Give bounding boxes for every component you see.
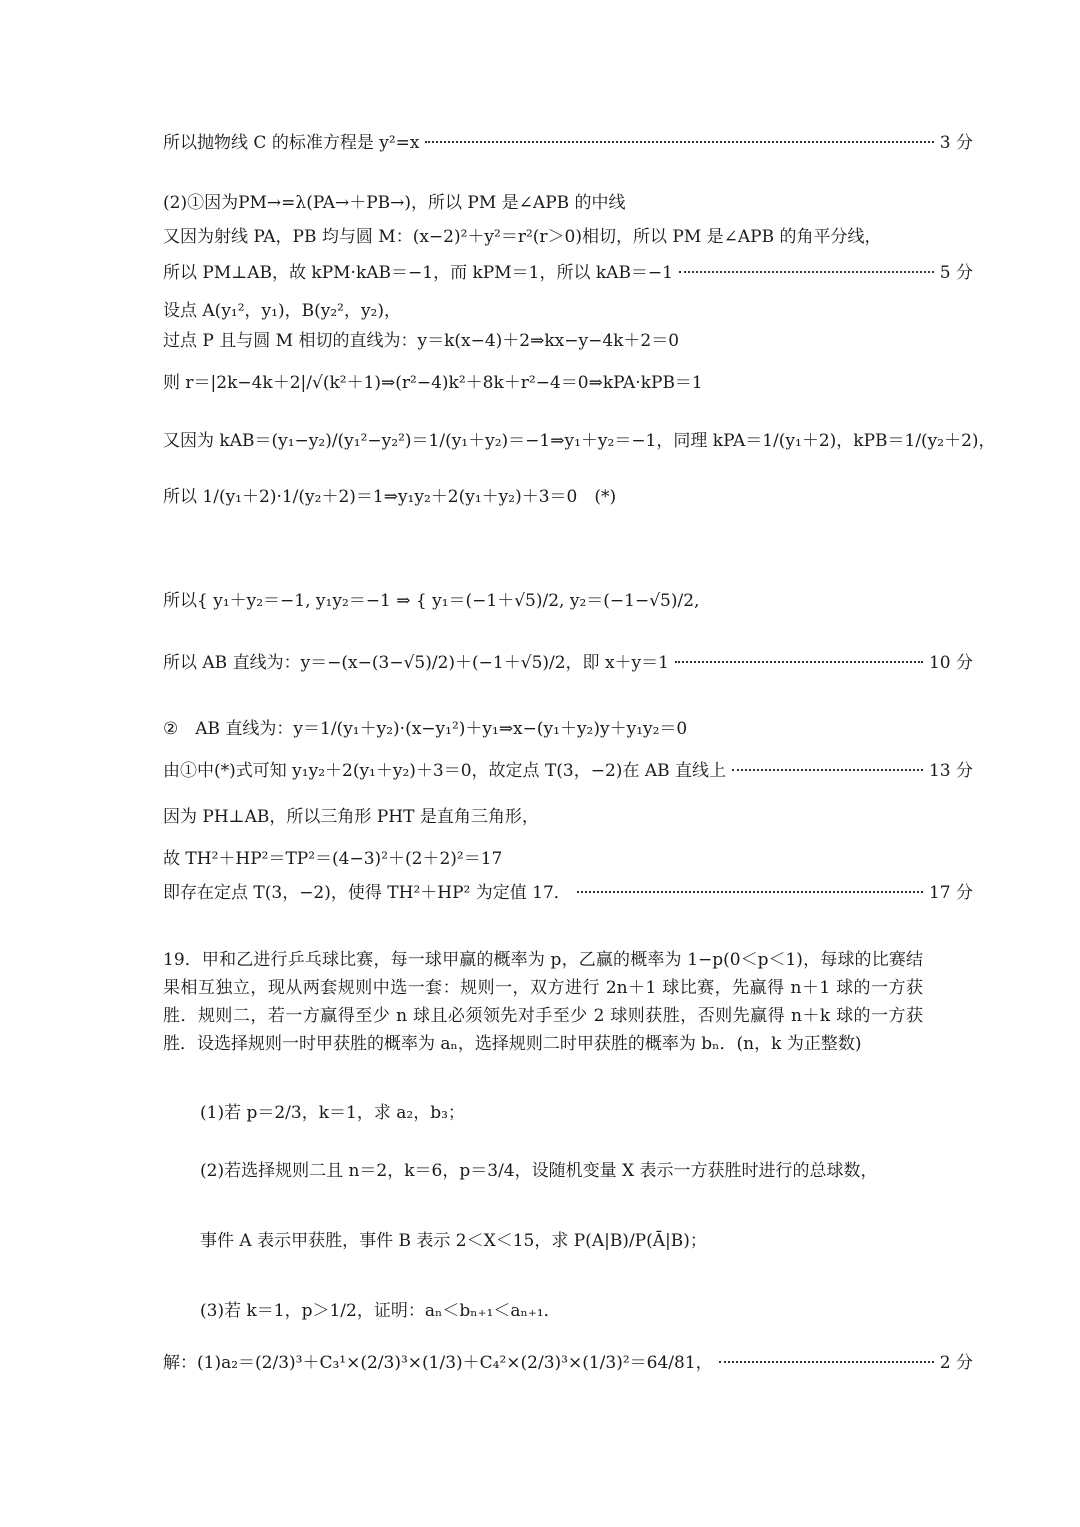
score-label: 17 分 xyxy=(928,883,973,903)
dot-leader xyxy=(577,891,923,893)
q2b-line-1: ② AB 直线为：y＝1/(y₁＋y₂)·(x−y₁²)＋y₁⇒x−(y₁＋y₂)y＋y₁y₂＝0 xyxy=(163,719,688,739)
q19-sub2: (2)若选择规则二且 n＝2，k＝6，p＝3/4，设随机变量 X 表示一方获胜时进行的总球数， xyxy=(200,1161,878,1181)
q2-line-2: 又因为射线 PA，PB 均与圆 M：(x−2)²＋y²＝r²(r＞0)相切，所以 PM 是∠APB 的角平分线， xyxy=(163,227,882,247)
score-label: 2 分 xyxy=(939,1353,973,1373)
q19-sub2b: 事件 A 表示甲获胜，事件 B 表示 2＜X＜15，求 P(A|B)/P(Ā|B)； xyxy=(200,1231,707,1251)
q19-solution-line xyxy=(163,1352,973,1374)
q19-sub3: (3)若 k＝1，p＞1/2，证明：aₙ＜bₙ₊₁＜aₙ₊₁． xyxy=(200,1301,561,1321)
line-text: 由①中(*)式可知 y₁y₂＋2(y₁＋y₂)＋3＝0，故定点 T(3，−2)在 AB 直线上 xyxy=(163,761,727,781)
dot-leader xyxy=(679,271,934,273)
q2b-line-2 xyxy=(163,760,973,782)
line-text: 所以 PM⊥AB，故 kPM·kAB＝−1，而 kPM＝1，所以 kAB＝−1 xyxy=(163,263,673,283)
q2-line-3 xyxy=(163,262,973,284)
q19-sub1: (1)若 p＝2/3，k＝1，求 a₂，b₃； xyxy=(200,1103,465,1123)
score-label: 5 分 xyxy=(939,263,973,283)
dot-leader xyxy=(719,1361,934,1363)
q2-line-5: 过点 P 且与圆 M 相切的直线为：y＝k(x−4)＋2⇒kx−y−4k＋2＝0 xyxy=(163,331,680,351)
q2-line-6: 则 r＝|2k−4k＋2|/√(k²＋1)⇒(r²−4)k²＋8k＋r²−4＝0⇒kPA·kPB＝1 xyxy=(163,373,703,393)
q2b-line-4: 故 TH²＋HP²＝TP²＝(4−3)²＋(2＋2)²＝17 xyxy=(163,849,503,869)
q2-line-10 xyxy=(163,652,973,674)
q2-line-9: 所以{ y₁＋y₂＝−1, y₁y₂＝−1 ⇒ { y₁＝(−1＋√5)/2, y₂＝(−1−√5)/2, xyxy=(163,591,700,611)
line-parabola-equation xyxy=(163,132,973,154)
score-label: 3 分 xyxy=(939,133,973,153)
score-label: 13 分 xyxy=(928,761,973,781)
q19-stem: 19．甲和乙进行乒乓球比赛，每一球甲赢的概率为 p，乙赢的概率为 1−p(0＜p＜1)，每球的比赛结果相互独立，现从两套规则中选一套：规则一，双方进行 2n＋1 球比赛，先赢得 n＋1 球的一方获胜．规则二，若一方赢得至少 n 球且必须领先对手至少 2 球则获胜，否则先赢得 n＋k 球的一方获胜．设选择规则一时甲获胜的概率为 aₙ，选择规则二时甲获胜的概率为 bₙ．(n，k 为正整数) xyxy=(163,950,923,1054)
q2-line-8: 所以 1/(y₁＋2)·1/(y₂＋2)＝1⇒y₁y₂＋2(y₁＋y₂)＋3＝0 (*) xyxy=(163,487,617,507)
dot-leader xyxy=(732,769,923,771)
q2-line-4: 设点 A(y₁²，y₁)，B(y₂²，y₂)， xyxy=(163,301,402,321)
q2b-line-3: 因为 PH⊥AB，所以三角形 PHT 是直角三角形， xyxy=(163,807,539,827)
dot-leader xyxy=(675,661,923,663)
q2b-line-5 xyxy=(163,882,973,904)
q2-line-7: 又因为 kAB＝(y₁−y₂)/(y₁²−y₂²)＝1/(y₁＋y₂)＝−1⇒y₁＋y₂＝−1，同理 kPA＝1/(y₁＋2)，kPB＝1/(y₂＋2)， xyxy=(163,431,996,451)
score-label: 10 分 xyxy=(928,653,973,673)
line-text: 即存在定点 T(3，−2)，使得 TH²＋HP² 为定值 17． xyxy=(163,883,571,903)
dot-leader xyxy=(425,141,933,143)
line-text: 所以 AB 直线为：y＝−(x−(3−√5)/2)＋(−1＋√5)/2，即 x＋y＝1 xyxy=(163,653,669,673)
line-text: 所以抛物线 C 的标准方程是 y²=x xyxy=(163,133,420,153)
q2-line-1: (2)①因为PM→=λ(PA→＋PB→)，所以 PM 是∠APB 的中线 xyxy=(163,193,626,213)
line-text: 解：(1)a₂＝(2/3)³＋C₃¹×(2/3)³×(1/3)＋C₄²×(2/3)³×(1/3)²＝64/81， xyxy=(163,1353,713,1373)
